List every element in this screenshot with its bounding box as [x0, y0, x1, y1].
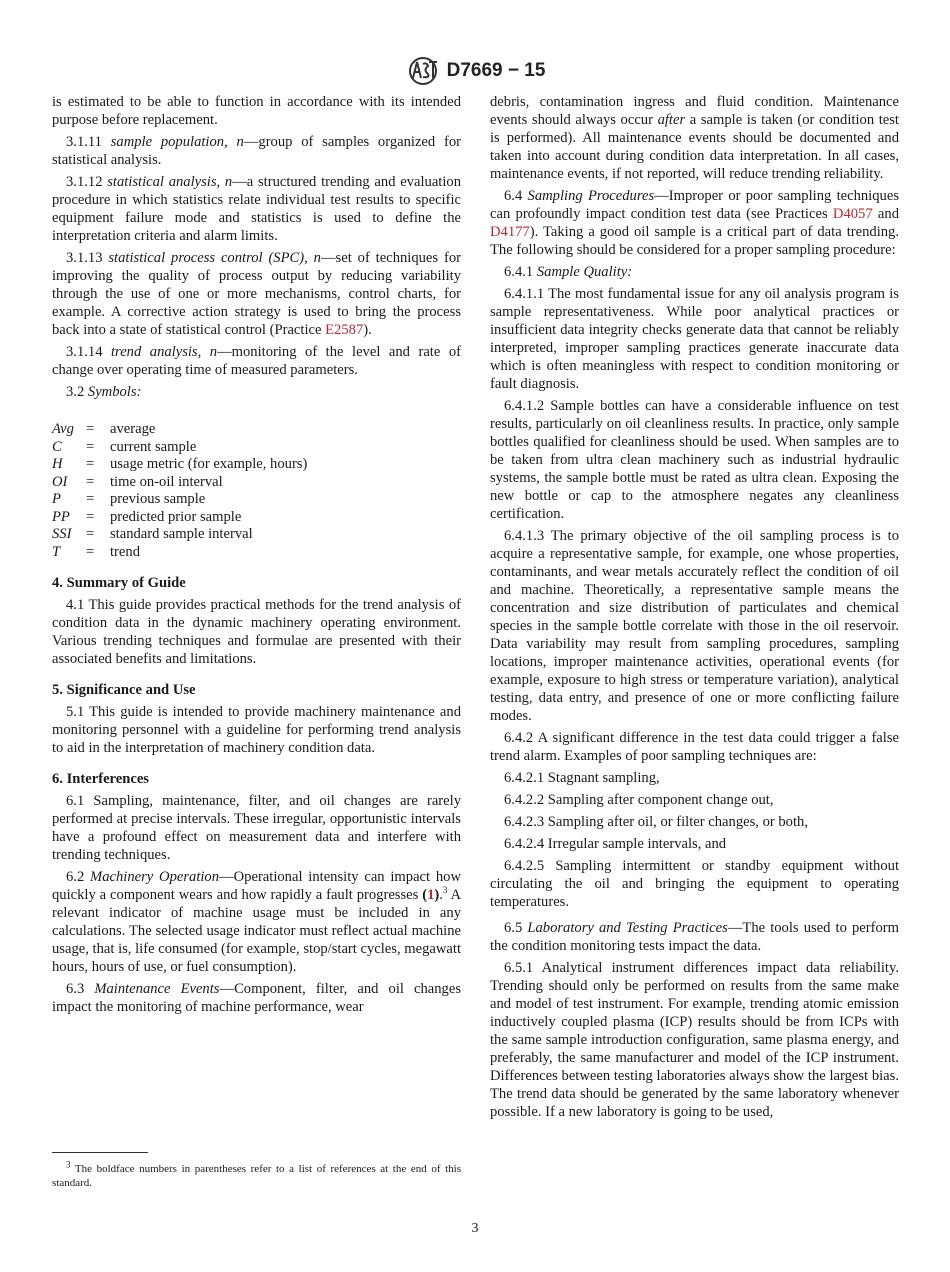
- text-run: 6.4.1.3 The primary objective of the oil sampling process is to acquire a representative sample, for example, one whose properties, contaminants, and wear metals accurately reflect the condition of oil and machine. Theoretically, a representative sample means the concentration and size distribution of particulates and chemical species in the sample bottle correlate with those in the oil reservoir. Data variability may result from sampling procedures, sampling locations, improper maintenance activities, operational events (for example, exposure to high stress or temperature variation), analytical testing, data entry, and presence of one or more conflicting failure modes.: [490, 528, 899, 724]
- footnote-divider: [52, 1152, 148, 1153]
- text-run: —a structured trending and evaluation procedure in which statistics relate individual test results to specific equipment failure mode and statistics is used to define the interpretation criteria and alarm limits.: [52, 174, 461, 244]
- symbol-definition: current sample: [110, 438, 197, 455]
- symbol-row: [52, 526, 307, 544]
- text-run: 6.4.1.1 The most fundamental issue for any oil analysis program is sample representativeness. While poor analytical practices or insufficient data integrity checks generate data that cannot be reliably interpreted, improper sampling practices generate inaccurate data which is often meaningless with respect to condition monitoring or fault diagnosis.: [490, 286, 899, 392]
- reference-link[interactable]: D4057: [832, 206, 873, 222]
- equals-sign: =: [86, 438, 95, 455]
- text-run: debris, contamination ingress and fluid condition. Maintenance events should always occur: [490, 94, 899, 128]
- reference-link[interactable]: D4177: [490, 224, 530, 240]
- section-heading: 4. Summary of Guide: [52, 575, 186, 591]
- reference-link[interactable]: 1: [427, 887, 435, 903]
- symbol-row: [52, 439, 307, 457]
- italic-term: Maintenance Events: [94, 981, 220, 997]
- paragraph: [490, 397, 899, 523]
- symbol: P: [52, 491, 61, 507]
- equals-sign: =: [86, 491, 95, 507]
- paragraph: [490, 729, 899, 765]
- text-run: A relevant indicator of machine usage must be included in any calculations. The selected usage indicator must reflect actual machine usage, that is, life consumed (for example, stop/start cycles, megawatt hours, hours of use, or fuel consumption).: [52, 887, 461, 975]
- symbol-definition: trend: [110, 543, 140, 560]
- text-run: 6.2: [66, 869, 91, 885]
- symbol-definition: time on-oil interval: [110, 473, 223, 490]
- paragraph: [490, 813, 899, 831]
- paragraph: [52, 249, 461, 339]
- section-heading: 5. Significance and Use: [52, 682, 196, 698]
- italic-term: trend analysis, n: [111, 344, 218, 360]
- paragraph: [490, 263, 899, 281]
- paragraph: [490, 835, 899, 853]
- text-run: is estimated to be able to function in accordance with its intended purpose before replacement.: [52, 94, 461, 128]
- footnote: [52, 1159, 461, 1190]
- symbol-definition: average: [110, 421, 156, 437]
- equals-sign: =: [86, 526, 95, 542]
- symbol-row: [52, 544, 307, 562]
- paragraph: [52, 133, 461, 169]
- text-run: 6.4.2.3 Sampling after oil, or filter changes, or both,: [504, 814, 808, 830]
- italic-term: statistical process control (SPC), n: [108, 250, 321, 266]
- symbol: H: [52, 456, 63, 472]
- paragraph: [52, 980, 461, 1016]
- left-column: [52, 93, 461, 1020]
- symbol-definition: standard sample interval: [110, 526, 253, 542]
- symbol-row: [52, 421, 307, 439]
- footnote-mark: 3: [66, 1159, 71, 1170]
- paragraph: [490, 919, 899, 955]
- paragraph: [490, 959, 899, 1121]
- text-run: 6.4.2.5 Sampling intermittent or standby equipment without circulating the oil and bringing the equipment to operating temperatures.: [490, 858, 899, 910]
- equals-sign: =: [86, 421, 95, 437]
- symbol: T: [52, 543, 61, 560]
- text-run: a sample is taken (or condition test is performed). All maintenance events should be documented and taken into account during condition data interpretation. In all cases, maintenance events, if not reported, will reduce trending reliability.: [490, 112, 899, 182]
- text-run: 3.1.13: [66, 250, 109, 266]
- text-run: —Component, filter, and oil changes impact the monitoring of machine performance, wear: [52, 981, 461, 1015]
- equals-sign: =: [86, 508, 95, 525]
- paragraph: [52, 173, 461, 245]
- paragraph: [52, 343, 461, 379]
- italic-term: Sampling Procedures: [527, 188, 655, 204]
- italic-term: Symbols:: [87, 384, 142, 400]
- text-run: ): [434, 887, 440, 903]
- equals-sign: =: [86, 473, 95, 490]
- text-run: —Improper or poor sampling techniques can profoundly impact condition test data (see Practices: [490, 188, 899, 222]
- symbol: PP: [52, 508, 70, 525]
- paragraph: [490, 791, 899, 809]
- italic-term: sample population, n: [110, 134, 244, 150]
- text-run: 6.4.2.2 Sampling after component change out,: [504, 792, 774, 808]
- symbol-row: [52, 474, 307, 492]
- text-run: 6.4.2.4 Irregular sample intervals, and: [504, 836, 727, 852]
- paragraph: [52, 383, 461, 401]
- right-column: [490, 93, 899, 1125]
- footnote-text: The boldface numbers in parentheses refer to a list of references at the end of this standard.: [52, 1163, 461, 1189]
- astm-logo: [405, 56, 441, 86]
- paragraph: [52, 703, 461, 757]
- symbol: OI: [52, 473, 68, 490]
- symbol: Avg: [52, 421, 74, 437]
- symbol-row: [52, 456, 307, 474]
- text-run: —Operational intensity can impact how quickly a component wears and how rapidly a fault progresses: [52, 869, 462, 903]
- symbol-definition: predicted prior sample: [110, 508, 242, 525]
- text-run: .: [439, 887, 443, 903]
- text-run: 6.4: [504, 188, 528, 204]
- text-run: 3.2: [66, 384, 88, 400]
- paragraph: [52, 792, 461, 864]
- italic-term: Laboratory and Testing Practices: [527, 920, 728, 936]
- text-run: 6.5: [504, 920, 528, 936]
- text-run: and: [872, 206, 899, 222]
- section-heading: 6. Interferences: [52, 771, 149, 787]
- symbol-definition: usage metric (for example, hours): [110, 456, 308, 472]
- symbol-row: [52, 509, 307, 527]
- italic-term: Machinery Operation: [90, 869, 220, 885]
- reference-link[interactable]: E2587: [325, 322, 364, 338]
- paragraph: [52, 93, 461, 129]
- text-run: 6.4.2 A significant difference in the test data could trigger a false trend alarm. Examples of poor sampling techniques are:: [490, 730, 899, 764]
- italic-term: Sample Quality:: [536, 264, 633, 280]
- paragraph: [52, 596, 461, 668]
- footnote-ref: 3: [442, 885, 448, 896]
- equals-sign: =: [86, 543, 95, 560]
- text-run: 6.3: [66, 981, 95, 997]
- italic-term: statistical analysis, n: [107, 174, 233, 190]
- symbol: SSI: [52, 526, 72, 542]
- paragraph: [490, 857, 899, 911]
- page-header: [0, 56, 950, 86]
- symbols-table: [52, 421, 307, 561]
- text-run: 3.1.11: [66, 134, 111, 150]
- text-run: (: [422, 887, 428, 903]
- standard-designation: D7669 − 15: [446, 60, 546, 81]
- paragraph: [490, 769, 899, 787]
- text-run: 6.5.1 Analytical instrument differences impact data reliability. Trending should only be performed on results from the same make and model of test instrument. For example, trending atomic emission inductively coupled plasma (ICP) results should be from ICPs with the same sample introduction configuration, same plasma energy, and preferably, the same manufacturer and model of the ICP instrument. Differences between testing laboratories always show the largest bias. The trend data should be generated by the same laboratory whenever possible. If a new laboratory is going to be used,: [490, 960, 899, 1120]
- text-run: ). Taking a good oil sample is a critical part of data trending. The following should be considered for a proper sampling procedure:: [490, 224, 899, 258]
- symbol: C: [52, 438, 62, 455]
- page-number: 3: [471, 1221, 479, 1236]
- italic-term: after: [657, 112, 686, 128]
- text-run: —set of techniques for improving the quality of process output by reducing variability through the use of one or more mechanisms, control charts, for example. A corrective action strategy is used to bring the process back into a state of statistical control (Practice: [52, 250, 461, 338]
- symbol-definition: previous sample: [110, 491, 206, 507]
- paragraph: [490, 187, 899, 259]
- text-run: 3.1.14: [66, 344, 111, 360]
- text-run: —The tools used to perform the condition monitoring tests impact the data.: [490, 920, 900, 954]
- text-run: ).: [363, 322, 372, 338]
- paragraph: [490, 93, 899, 183]
- text-run: 5.1 This guide is intended to provide machinery maintenance and monitoring personnel with a guideline for performing trend analysis to aid in the interpretation of machinery condition data.: [52, 704, 461, 756]
- text-run: —group of samples organized for statistical analysis.: [52, 134, 461, 168]
- text-run: 6.1 Sampling, maintenance, filter, and oil changes are rarely performed at precise intervals. These irregular, opportunistic intervals have a profound effect on measurement data and interfere with trending techniques.: [52, 793, 461, 863]
- text-run: 6.4.1.2 Sample bottles can have a considerable influence on test results, particularly on oil cleanliness results. In practice, only sample bottles qualified for cleanliness should be used. When samples are to be taken from ultra clean machinery such as industrial hydraulic systems, the sample bottle must be rated as ultra clean. Exposing the new bottle or cap to the atmosphere negates any cleanliness certification.: [490, 398, 899, 522]
- equals-sign: =: [86, 456, 95, 472]
- paragraph: [490, 527, 899, 725]
- paragraph: [490, 285, 899, 393]
- text-run: 3.1.12: [66, 174, 108, 190]
- text-run: 6.4.2.1 Stagnant sampling,: [504, 770, 660, 786]
- text-run: 4.1 This guide provides practical methods for the trend analysis of condition data in the dynamic machinery operating environment. Various trending techniques and formulae are presented with their associated benefits and limitations.: [52, 597, 461, 667]
- text-run: —monitoring of the level and rate of change over operating time of measured parameters.: [52, 344, 461, 378]
- paragraph: [52, 868, 461, 976]
- text-run: 6.4.1: [504, 264, 537, 280]
- symbol-row: [52, 491, 307, 509]
